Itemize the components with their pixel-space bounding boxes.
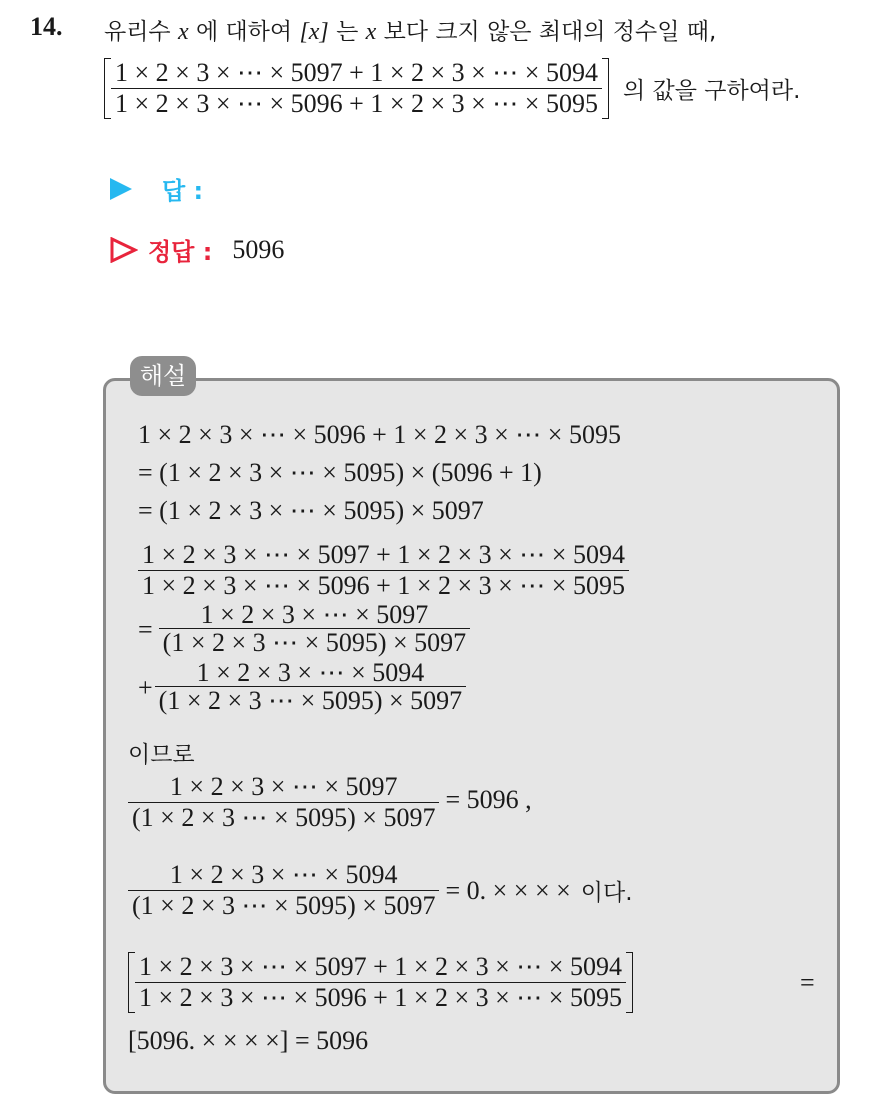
correct-answer-row (110, 232, 284, 267)
question-fraction (111, 58, 602, 119)
solution-f3-numerator: 1 × 2 × 3 × ⋯ × 5094 (196, 658, 425, 687)
solution-result-2 (128, 860, 633, 921)
solution-fraction-1 (138, 540, 629, 601)
solution-bracket-expr (128, 952, 633, 1013)
solution-fraction-2 (138, 602, 470, 657)
solution-line-2: = (1 × 2 × 3 × ⋯ × 5095) × (5096 + 1) (138, 458, 542, 487)
solution-line-3: = (1 × 2 × 3 × ⋯ × 5095) × 5097 (138, 496, 484, 525)
solution-bracket-equals: = (800, 968, 815, 997)
solution-f3-denominator: (1 × 2 × 3 ⋯ × 5095) × 5097 (155, 686, 466, 715)
question-ask: 의 값을 구하여라. (622, 78, 801, 104)
solution-f1-numerator: 1 × 2 × 3 × ⋯ × 5097 + 1 × 2 × 3 × ⋯ × 5094 (142, 540, 625, 569)
question-intro-mid2: 는 (336, 19, 359, 45)
solution-f2-numerator: 1 × 2 × 3 × ⋯ × 5097 (200, 600, 429, 629)
question-number: 14. (30, 12, 63, 41)
solution-imeuro: 이므로 (128, 742, 195, 768)
solution-line-1: 1 × 2 × 3 × ⋯ × 5096 + 1 × 2 × 3 × ⋯ × 5095 (138, 420, 621, 449)
question-frac-denominator: 1 × 2 × 3 × ⋯ × 5096 + 1 × 2 × 3 × ⋯ × 5095 (111, 88, 602, 119)
answer-row (110, 171, 203, 206)
floor-bracket (104, 58, 609, 119)
solution-tag: 해설 (130, 356, 196, 396)
solution-f2-denominator: (1 × 2 × 3 ⋯ × 5095) × 5097 (159, 628, 470, 657)
answer-label: 답 : (162, 177, 204, 205)
solution-r2-denominator: (1 × 2 × 3 ⋯ × 5095) × 5097 (128, 890, 439, 921)
correct-answer-label: 정답 : (148, 238, 213, 266)
solution-final: [5096. × × × ×] = 5096 (128, 1026, 369, 1055)
solution-r1-value: = 5096 , (445, 784, 532, 814)
var-x-2: x (365, 19, 377, 45)
plus-sign: + (138, 672, 153, 702)
solution-result-1 (128, 772, 532, 833)
solution-r2-value: = 0. × × × × (445, 875, 571, 905)
solution-r2-numerator: 1 × 2 × 3 × ⋯ × 5094 (169, 860, 398, 889)
question-text (104, 13, 716, 46)
solution-r1-numerator: 1 × 2 × 3 × ⋯ × 5097 (169, 772, 398, 801)
floor-x: [x] (299, 19, 329, 45)
solution-b-numerator: 1 × 2 × 3 × ⋯ × 5097 + 1 × 2 × 3 × ⋯ × 5094 (139, 952, 622, 981)
solution-r1-denominator: (1 × 2 × 3 ⋯ × 5095) × 5097 (128, 802, 439, 833)
question-expression (104, 58, 800, 119)
equals-sign: = (138, 614, 153, 644)
solution-f1-denominator: 1 × 2 × 3 × ⋯ × 5096 + 1 × 2 × 3 × ⋯ × 5095 (138, 570, 629, 601)
correct-marker-icon (110, 237, 138, 263)
question-intro-prefix: 유리수 (104, 19, 171, 45)
correct-answer-value: 5096 (232, 234, 285, 264)
var-x: x (177, 19, 189, 45)
solution-b-denominator: 1 × 2 × 3 × ⋯ × 5096 + 1 × 2 × 3 × ⋯ × 5095 (135, 982, 626, 1013)
solution-r2-suffix: 이다. (580, 880, 633, 906)
question-frac-numerator: 1 × 2 × 3 × ⋯ × 5097 + 1 × 2 × 3 × ⋯ × 5094 (115, 58, 598, 87)
solution-fraction-3 (138, 660, 466, 715)
question-intro-mid: 에 대하여 (195, 19, 293, 45)
answer-marker-icon (110, 178, 132, 200)
question-intro-suffix: 보다 크지 않은 최대의 정수일 때, (383, 19, 717, 45)
